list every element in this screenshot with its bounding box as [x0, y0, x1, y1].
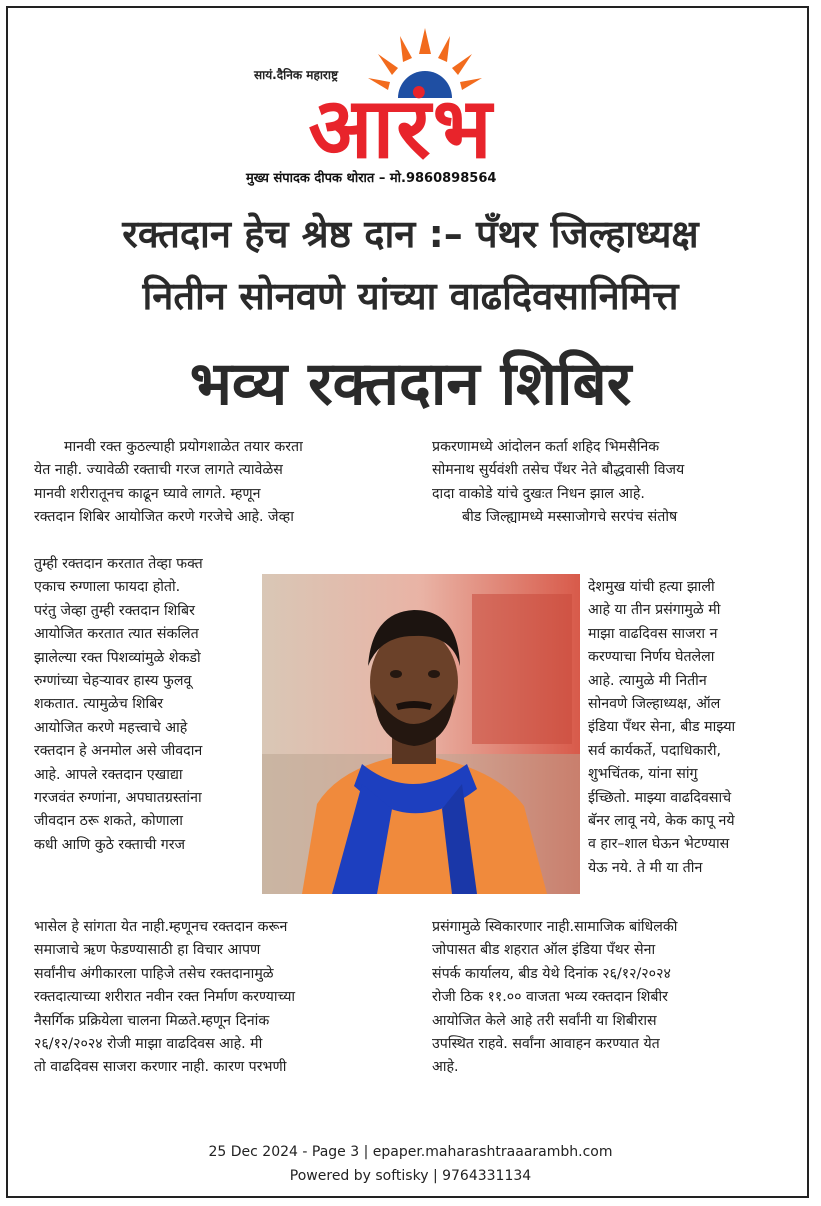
- article-text-line: सोनवणे जिल्हाध्यक्ष, ऑल: [588, 696, 721, 713]
- article-text-line: आहे. आपले रक्तदान एखाद्या: [34, 766, 183, 783]
- article-text-line: बॅनर लावू नये, केक कापू नये: [588, 813, 735, 830]
- person-photo-image: [262, 574, 580, 894]
- headline-line-2: नितीन सोनवणे यांच्या वाढदिवसानिमित्त: [142, 274, 679, 318]
- article-right-top: [432, 436, 802, 530]
- article-text-line: झालेल्या रक्त पिशव्यांमुळे शेकडो: [34, 649, 201, 666]
- article-text-line: प्रसंगामुळे स्विकारणार नाही.सामाजिक बांधिलकी: [432, 919, 678, 935]
- article-text-line: इंडिया पँथर सेना, बीड माझ्या: [588, 719, 736, 736]
- article-text-line: आयोजित करतात त्यात संकलित: [34, 626, 199, 643]
- headline-line-1: रक्तदान हेच श्रेष्ठ दान :– पँथर जिल्हाध्यक्ष: [122, 212, 699, 256]
- editor-line: मुख्य संपादक दीपक थोरात – मो.9860898564: [246, 171, 497, 186]
- article-text-line: मानवी रक्त कुठल्याही प्रयोगशाळेत तयार करता: [64, 439, 303, 455]
- article-text-line: येऊ नये. ते मी या तीन: [588, 859, 703, 876]
- article-left-bottom: [34, 916, 390, 1080]
- article-left-wrap: [34, 553, 258, 857]
- article-text-line: उपस्थित राहवे. सर्वांना आवाहन करण्यात येत: [432, 1036, 660, 1053]
- newspaper-logo: आरंभ: [308, 79, 494, 177]
- article-text-line: समाजाचे ऋण फेडण्यासाठी हा विचार आपण: [34, 942, 261, 959]
- article-text-line: नैसर्गिक प्रक्रियेला चालना मिळते.म्हणून दिनांक: [34, 1012, 270, 1029]
- article-text-line: ईच्छितो. माझ्या वाढदिवसाचे: [588, 789, 732, 806]
- article-text-line: रोजी ठिक ११.०० वाजता भव्य रक्तदान शिबीर: [432, 989, 668, 1006]
- article-text-line: शकतात. त्यामुळेच शिबिर: [34, 696, 164, 713]
- article-text-line: तुम्ही रक्तदान करतात तेव्हा फक्त: [34, 556, 203, 572]
- article-text-line: संपर्क कार्यालय, बीड येथे दिनांक २६/१२/२०२४: [432, 965, 671, 982]
- article-text-line: तो वाढदिवस साजरा करणार नाही. कारण परभणी: [34, 1059, 287, 1076]
- article-text-line: एकाच रुग्णाला फायदा होतो.: [34, 579, 181, 596]
- article-text-line: व हार–शाल घेऊन भेटण्यास: [588, 836, 730, 853]
- article-text-line: येत नाही. ज्यावेळी रक्ताची गरज लागते त्यावेळेस: [34, 462, 283, 479]
- article-right-wrap: [588, 576, 802, 880]
- article-text-line: शुभचिंतक, यांना सांगु: [588, 766, 698, 783]
- article-text-line: २६/१२/२०२४ रोजी माझा वाढदिवस आहे. मी: [34, 1036, 263, 1053]
- article-left-top: [34, 436, 390, 530]
- article-text-line: गरजवंत रुग्णांना, अपघातग्रस्तांना: [34, 790, 202, 807]
- article-text-line: प्रकरणामध्ये आंदोलन कर्ता शहिद भिमसैनिक: [432, 439, 660, 455]
- article-text-line: आयोजित केले आहे तरी सर्वांनी या शिबीरास: [432, 1012, 657, 1029]
- article-text-line: जीवदान ठरू शकते, कोणाला: [34, 813, 183, 830]
- article-text-line: बीड जिल्ह्यामध्ये मस्साजोगचे सरपंच संतोष: [462, 509, 678, 526]
- article-text-line: आहे.: [432, 1059, 459, 1076]
- article-text-line: कधी आणि कुठे रक्ताची गरज: [34, 836, 186, 853]
- article-text-line: सर्वांनीच अंगीकारला पाहिजे तसेच रक्तदानामुळे: [34, 965, 274, 982]
- article-text-line: रक्तदान हे अनमोल असे जीवदान: [34, 743, 203, 760]
- article-text-line: आयोजित करणे महत्त्वाचे आहे: [34, 719, 188, 736]
- article-text-line: माझा वाढदिवस साजरा न: [588, 625, 718, 642]
- article-text-line: रुग्णांच्या चेहऱ्यावर हास्य फुलवू: [34, 673, 192, 690]
- article-text-line: आहे. त्यामुळे मी नितीन: [588, 672, 707, 689]
- headline-line-3: भव्य रक्तदान शिबिर: [189, 349, 632, 419]
- article-text-line: सोमनाथ सुर्यवंशी तसेच पँथर नेते बौद्धवासी विजय: [432, 462, 685, 479]
- article-text-line: जोपासत बीड शहरात ऑल इंडिया पँथर सेना: [432, 942, 656, 959]
- article-right-bottom: [432, 916, 802, 1080]
- article-text-line: रक्तदात्याच्या शरीरात नवीन रक्त निर्माण करण्याच्या: [34, 989, 296, 1006]
- article-text-line: सर्व कार्यकर्ते, पदाधिकारी,: [588, 742, 722, 759]
- article-text-line: रक्तदान शिबिर आयोजित करणे गरजेचे आहे. जेव्हा: [34, 509, 294, 526]
- footer-powered-by: Powered by softisky | 9764331134: [289, 1168, 532, 1184]
- article-photo: [262, 574, 580, 894]
- article-text-line: भासेल हे सांगता येत नाही.म्हणूनच रक्तदान करून: [34, 919, 288, 935]
- masthead: [236, 20, 576, 190]
- article-text-line: मानवी शरीरातूनच काढून घ्यावे लागते. म्हणून: [34, 485, 261, 502]
- article-text-line: देशमुख यांची हत्या झाली: [588, 579, 715, 595]
- article-text-line: परंतु जेव्हा तुम्ही रक्तदान शिबिर: [34, 602, 195, 619]
- footer-page-info: 25 Dec 2024 - Page 3 | epaper.maharashtraaarambh.com: [208, 1144, 613, 1160]
- masthead-tagline: सायं.दैनिक महाराष्ट्र: [254, 68, 338, 82]
- article-text-line: दादा वाकोडे यांचे दुखःत निधन झाल आहे.: [432, 485, 645, 502]
- article-text-line: करण्याचा निर्णय घेतलेला: [588, 649, 715, 666]
- article-text-line: आहे या तीन प्रसंगामुळे मी: [588, 602, 721, 619]
